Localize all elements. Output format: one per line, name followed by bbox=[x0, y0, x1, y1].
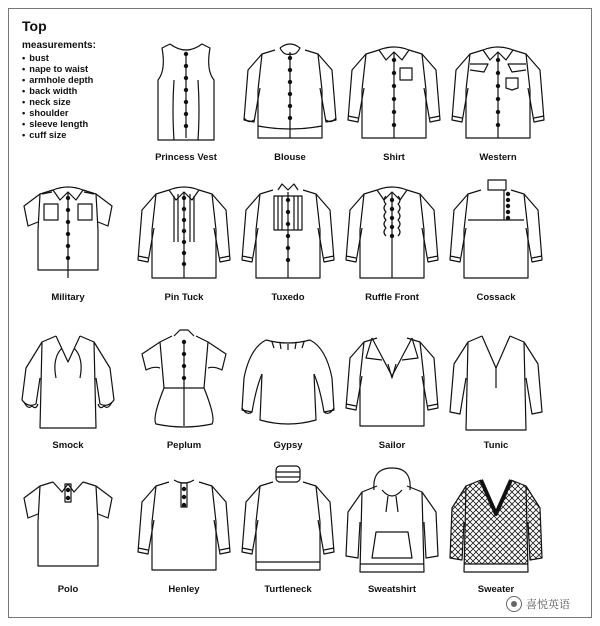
garment-gypsy-top bbox=[234, 318, 342, 463]
garment-shirt bbox=[340, 30, 448, 175]
garment-label: Western bbox=[479, 152, 517, 163]
garment-tunic bbox=[442, 318, 550, 463]
garment-label: Polo bbox=[57, 584, 79, 595]
measurement-item: • cuff size bbox=[22, 130, 96, 141]
polo-shirt-icon bbox=[18, 462, 118, 580]
garment-henley-shirt bbox=[130, 462, 238, 607]
measurement-item: • nape to waist bbox=[22, 64, 96, 75]
garment-peplum-top bbox=[130, 318, 238, 463]
pin-tuck-shirt-icon bbox=[134, 170, 234, 288]
garment-label: Peplum bbox=[166, 440, 202, 451]
garment-label: Ruffle Front bbox=[365, 292, 419, 303]
measurements-header bbox=[22, 18, 96, 141]
garment-smock bbox=[14, 318, 122, 463]
garment-vest bbox=[132, 30, 240, 175]
garment-label: Tuxedo bbox=[271, 292, 305, 303]
garment-label: Gypsy bbox=[273, 440, 303, 451]
sweatshirt-icon bbox=[342, 462, 442, 580]
smock-icon bbox=[18, 318, 118, 436]
military-shirt-icon bbox=[18, 170, 118, 288]
garment-sailor-top bbox=[338, 318, 446, 463]
garment-label: Smock bbox=[52, 440, 84, 451]
turtleneck-icon bbox=[238, 462, 338, 580]
vest-icon bbox=[136, 30, 236, 148]
garment-label: Henley bbox=[168, 584, 200, 595]
garment-polo-shirt bbox=[14, 462, 122, 607]
measurement-item: • back width bbox=[22, 86, 96, 97]
measurements-list bbox=[22, 53, 96, 141]
watermark bbox=[506, 596, 570, 612]
measurements-title: measurements: bbox=[22, 40, 96, 51]
measurement-item: • sleeve length bbox=[22, 119, 96, 130]
gypsy-top-icon bbox=[238, 318, 338, 436]
garment-label: Blouse bbox=[274, 152, 306, 163]
page-title: Top bbox=[22, 18, 47, 34]
garment-label: Military bbox=[51, 292, 85, 303]
garment-label: Cossack bbox=[476, 292, 516, 303]
peplum-top-icon bbox=[134, 318, 234, 436]
watermark-text: 喜悦英语 bbox=[526, 599, 570, 611]
measurement-item: • shoulder bbox=[22, 108, 96, 119]
measurement-item: • neck size bbox=[22, 97, 96, 108]
western-shirt-icon bbox=[448, 30, 548, 148]
garment-military-shirt bbox=[14, 170, 122, 315]
garment-label: Sailor bbox=[378, 440, 406, 451]
garment-ruffle-front-shirt bbox=[338, 170, 446, 315]
shirt-icon bbox=[344, 30, 444, 148]
garment-label: Princess Vest bbox=[155, 152, 217, 163]
garment-turtleneck bbox=[234, 462, 342, 607]
henley-shirt-icon bbox=[134, 462, 234, 580]
garment-tuxedo-shirt bbox=[234, 170, 342, 315]
measurement-item: • armhole depth bbox=[22, 75, 96, 86]
garment-blouse bbox=[236, 30, 344, 175]
sailor-top-icon bbox=[342, 318, 442, 436]
garment-sweater bbox=[442, 462, 550, 607]
garment-label: Tunic bbox=[483, 440, 509, 451]
garment-label: Turtleneck bbox=[264, 584, 312, 595]
garment-label: Shirt bbox=[383, 152, 405, 163]
ruffle-front-shirt-icon bbox=[342, 170, 442, 288]
tuxedo-shirt-icon bbox=[238, 170, 338, 288]
tunic-icon bbox=[446, 318, 546, 436]
garment-label: Sweatshirt bbox=[367, 584, 417, 595]
garment-western-shirt bbox=[444, 30, 552, 175]
watermark-logo-icon bbox=[506, 596, 522, 612]
blouse-icon bbox=[240, 30, 340, 148]
garment-label: Sweater bbox=[477, 584, 515, 595]
garment-sweatshirt bbox=[338, 462, 446, 607]
measurement-item: • bust bbox=[22, 53, 96, 64]
garment-cossack-shirt bbox=[442, 170, 550, 315]
garment-label: Pin Tuck bbox=[164, 292, 204, 303]
garment-pin-tuck-shirt bbox=[130, 170, 238, 315]
cossack-shirt-icon bbox=[446, 170, 546, 288]
sweater-icon bbox=[446, 462, 546, 580]
